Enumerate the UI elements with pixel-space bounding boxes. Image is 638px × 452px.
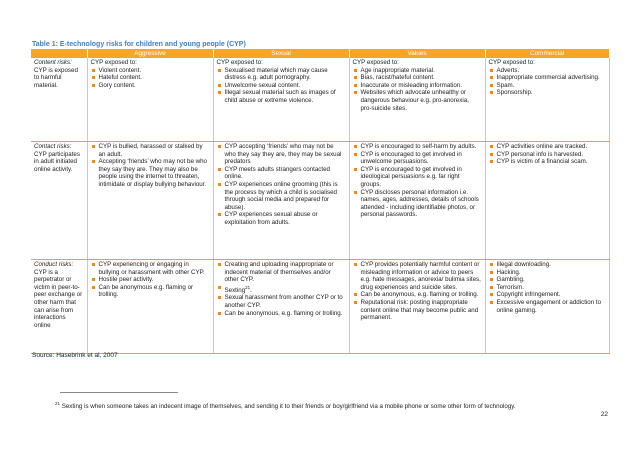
bullet-item [217, 143, 346, 166]
cell-heading: CYP exposed to: [90, 59, 137, 66]
header-aggressive: Aggressive [87, 49, 213, 58]
bullet-item [489, 143, 606, 151]
bullet-icon [354, 91, 357, 94]
bullet-item [217, 166, 346, 181]
bullet-text: Inappropriate commercial advertising. [496, 74, 600, 82]
bullet-icon [354, 153, 357, 156]
bullet-icon [218, 168, 221, 171]
cell-values [349, 142, 485, 260]
row-description: CYP is a perpetrator or victim in peer-to-peer exchange or other harm that can arise from interactions online [34, 268, 83, 329]
bullet-text: Illegal downloading. [496, 261, 551, 268]
bullet-text: CYP provides potentially harmful content or misleading information or advice to peers e.g. hate messages, anorexia/ bulimia sites, drug experiences and suicide sites. [360, 261, 481, 291]
bullet-icon [218, 145, 221, 148]
table-row-contact [31, 142, 609, 260]
bullet-text: Sexualised material which may cause distress e.g. adult pornography. [224, 66, 328, 82]
bullet-list [489, 143, 606, 166]
cell-values [349, 260, 485, 354]
bullet-icon [490, 91, 493, 94]
bullet-item [217, 181, 346, 211]
bullet-text: CYP is encouraged to get involved in unwelcome persuasions. [360, 150, 462, 166]
row-title: Conduct risks: [34, 261, 74, 268]
cell-sexual [213, 260, 349, 354]
bullet-icon [92, 263, 95, 266]
source-note: Source: Hasebrink et al, 2007 [32, 352, 118, 359]
bullet-text: CYP experiences sexual abuse or exploitation from adults. [224, 211, 318, 226]
bullet-icon [490, 286, 493, 289]
bullet-list [91, 261, 210, 299]
header-values: Values [349, 49, 485, 58]
bullet-text: CYP is bullied, harassed or stalked by an adult. [98, 143, 203, 158]
bullet-icon [354, 76, 357, 79]
bullet-item [353, 166, 482, 189]
row-description: CYP is exposed to harmful material. [34, 66, 78, 89]
bullet-text: Excessive engagement or addiction to online gaming. [496, 298, 602, 314]
bullet-icon [218, 183, 221, 186]
bullet-item [489, 151, 606, 159]
bullet-list [353, 143, 482, 219]
bullet-icon [92, 145, 95, 148]
bullet-text: CYP is encouraged to self-harm by adults. [360, 143, 477, 150]
bullet-item [489, 82, 606, 90]
row-head [31, 260, 87, 354]
bullet-list [217, 67, 346, 105]
bullet-list [217, 143, 346, 227]
bullet-item [91, 67, 210, 75]
cell-values [349, 58, 485, 142]
bullet-text: Hacking. [496, 268, 521, 276]
bullet-item [217, 82, 346, 90]
bullet-list [353, 261, 482, 322]
bullet-icon [218, 286, 221, 289]
bullet-item [353, 189, 482, 219]
bullet-item [489, 89, 606, 97]
footnote [55, 401, 516, 410]
cell-heading: CYP exposed to: [216, 59, 263, 66]
bullet-icon [92, 278, 95, 281]
cell-sexual [213, 142, 349, 260]
bullet-text: Sexting [224, 286, 246, 294]
bullet-item [353, 291, 482, 299]
bullet-text: Unwelcome sexual content. [224, 81, 301, 89]
bullet-text: Hostile peer activity. [98, 276, 154, 284]
bullet-text: Age inappropriate material. [360, 66, 435, 74]
bullet-text: CYP activities online are tracked. [496, 143, 588, 150]
bullet-text: Can be anonymous, e.g. flaming or trolling. [360, 291, 479, 299]
bullet-icon [354, 84, 357, 87]
bullet-text: Violent content. [98, 66, 142, 74]
bullet-text: Creating and uploading inappropriate or indecent material of themselves and/or other CYP. [224, 261, 334, 284]
header-commercial: Commercial [485, 49, 609, 58]
bullet-text: Can be anonymous e.g. flaming or trolling. [98, 283, 194, 299]
cell-aggressive [87, 142, 213, 260]
bullet-icon [354, 263, 357, 266]
table-header-row [31, 49, 609, 58]
bullet-list [91, 67, 210, 90]
bullet-item [489, 269, 606, 277]
bullet-text: Inaccurate or misleading information. [360, 81, 462, 89]
bullet-icon [490, 278, 493, 281]
bullet-item [91, 276, 210, 284]
bullet-item: Sexting$^{21}$. [217, 284, 346, 295]
bullet-icon [218, 296, 221, 299]
bullet-item [489, 67, 606, 75]
cell-aggressive [87, 260, 213, 354]
bullet-icon [218, 312, 221, 315]
bullet-text: Gory content. [98, 81, 136, 89]
cell-commercial [485, 58, 609, 142]
footnote-divider [60, 392, 178, 393]
bullet-icon [218, 69, 221, 72]
bullet-text: CYP is encouraged to get involved in ideological persuasions e.g. far right groups. [360, 165, 462, 188]
footnote-number: 21 [55, 401, 61, 406]
bullet-item [217, 310, 346, 318]
bullet-icon [218, 91, 221, 94]
bullet-icon [92, 286, 95, 289]
bullet-icon [92, 69, 95, 72]
bullet-text: CYP personal info is harvested. [496, 150, 584, 158]
bullet-icon [92, 84, 95, 87]
bullet-item [217, 89, 346, 104]
bullet-icon [490, 145, 493, 148]
bullet-text: Terrorism. [496, 283, 524, 291]
bullet-icon [354, 293, 357, 296]
bullet-text: CYP experiencing or engaging in bullying or harassment with other CYP. [98, 261, 205, 276]
bullet-icon [490, 84, 493, 87]
bullet-icon [354, 168, 357, 171]
bullet-item [489, 74, 606, 82]
table-row-content [31, 58, 609, 142]
bullet-item [91, 158, 210, 188]
bullet-icon [354, 69, 357, 72]
bullet-text: Illegal sexual material such as images of child abuse or extreme violence. [224, 89, 336, 104]
bullet-text: CYP meets adults strangers contacted online. [224, 165, 330, 181]
bullet-icon [354, 145, 357, 148]
bullet-text: Hateful content. [98, 74, 142, 82]
bullet-text: Spam. [496, 81, 515, 89]
bullet-item [353, 82, 482, 90]
bullet-list [489, 67, 606, 97]
bullet-text: CYP discloses personal information i.e. names, ages, addresses, details of schools attended - including identifiable photos, or personal passwords. [360, 188, 479, 219]
row-title: Content risks: [34, 59, 72, 66]
bullet-icon [218, 213, 221, 216]
bullet-icon [354, 191, 357, 194]
footnote-reference: 21 [245, 284, 251, 290]
bullet-list [91, 143, 210, 189]
row-description: CYP participates in adult initiated online activity. [34, 150, 80, 173]
bullet-text: Copyright infringement. [496, 291, 561, 299]
bullet-text: Accepting ‘friends’ who may not be who they say they are. They may also be people using the internet to threaten, intimidate or display bullying behaviour. [98, 158, 207, 188]
bullet-item [353, 151, 482, 166]
cell-sexual [213, 58, 349, 142]
bullet-icon [490, 160, 493, 163]
bullet-icon [490, 271, 493, 274]
bullet-item [489, 158, 606, 166]
bullet-item [91, 143, 210, 158]
bullet-item [353, 299, 482, 322]
table-row-conduct [31, 260, 609, 354]
bullet-text: Sponsorship. [496, 89, 533, 97]
cell-commercial [485, 142, 609, 260]
bullet-item [217, 294, 346, 309]
bullet-text: CYP experiences online grooming (this is the process by which a child is socialised through social media and prepared for abuse). [224, 180, 338, 211]
bullet-item [489, 299, 606, 314]
cell-heading: CYP exposed to: [352, 59, 399, 66]
bullet-list [489, 261, 606, 314]
bullet-item [489, 284, 606, 292]
table-caption: Table 1: E-technology risks for children and young people (CYP) [32, 41, 246, 48]
bullet-text: Sexual harassment from another CYP or to another CYP. [224, 294, 343, 310]
bullet-list [353, 67, 482, 113]
cell-aggressive [87, 58, 213, 142]
bullet-item [353, 143, 482, 151]
bullet-icon [490, 76, 493, 79]
bullet-icon [490, 153, 493, 156]
bullet-item [91, 261, 210, 276]
bullet-icon [490, 293, 493, 296]
header-cell-empty [31, 49, 87, 58]
cell-heading: CYP exposed to: [488, 59, 535, 66]
bullet-item [91, 284, 210, 299]
bullet-text: Can be anonymous, e.g. flaming or trolling. [224, 309, 343, 317]
bullet-icon [490, 263, 493, 266]
row-head [31, 58, 87, 142]
bullet-text: Bias, racist/hateful content. [360, 74, 435, 82]
bullet-text: Gambling. [496, 276, 525, 284]
bullet-item [353, 67, 482, 75]
bullet-list [217, 261, 346, 317]
cell-commercial [485, 260, 609, 354]
bullet-item [91, 82, 210, 90]
bullet-item [353, 89, 482, 112]
row-title: Contact risks: [34, 143, 72, 150]
bullet-item [217, 211, 346, 226]
header-sexual: Sexual [213, 49, 349, 58]
bullet-icon [490, 301, 493, 304]
bullet-item [217, 261, 346, 284]
bullet-icon [218, 84, 221, 87]
bullet-item [489, 276, 606, 284]
bullet-text: Adverts. [496, 66, 520, 74]
bullet-icon [354, 301, 357, 304]
risk-table [31, 49, 610, 354]
bullet-item [353, 74, 482, 82]
bullet-item [489, 261, 606, 269]
table-body [31, 58, 609, 354]
bullet-item [217, 67, 346, 82]
row-head [31, 142, 87, 260]
bullet-item [91, 74, 210, 82]
bullet-icon [92, 76, 95, 79]
bullet-text: CYP is victim of a financial scam. [496, 158, 588, 166]
bullet-text: Websites which advocate unhealthy or dangerous behaviour e.g. pro-anorexia, pro-suicide sites. [360, 89, 469, 112]
page-number: 22 [600, 411, 608, 418]
bullet-icon [218, 263, 221, 266]
bullet-icon [490, 69, 493, 72]
bullet-item [353, 261, 482, 291]
bullet-text: CYP accepting ‘friends’ who may not be who they say they are, they may be sexual predators [224, 143, 342, 166]
footnote-text: Sexting is when someone takes an indecent image of themselves, and sending it to their friends or boy/girlfriend via a mobile phone or some other form of technology. [60, 403, 516, 411]
bullet-icon [92, 160, 95, 163]
bullet-text: Reputational risk: posting inappropriate content online that may become public and permanent. [360, 298, 479, 322]
bullet-item [489, 291, 606, 299]
